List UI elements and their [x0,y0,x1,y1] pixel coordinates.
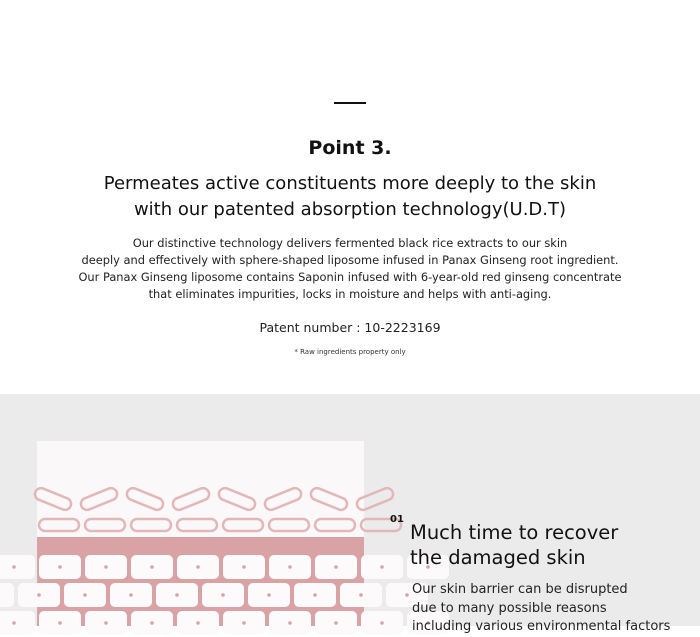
skin-layer-diagram [37,441,364,626]
description-line: Our distinctive technology delivers fermented black rice extracts to our skin [132,236,568,250]
point-headline [0,171,700,223]
divider-rule [334,102,366,104]
headline-line: with our patented absorption technology(U.D.T) [133,199,567,220]
skin-cell [0,583,14,607]
cell-nucleus [242,565,246,569]
feature-title-line: Much time to recover [410,521,619,544]
footnote: * Raw ingredients property only [294,348,406,356]
point-description [0,235,700,303]
cell-nucleus [380,565,384,569]
cell-nucleus [104,621,108,625]
cell-nucleus [12,621,16,625]
feature-description-line: Our skin barrier can be disrupted [412,582,628,597]
cell-nucleus [359,593,363,597]
cell-nucleus [196,565,200,569]
cell-nucleus [83,593,87,597]
cell-nucleus [58,621,62,625]
lipid-capsule [85,519,125,531]
membrane-band [37,537,364,551]
feature-title [410,520,618,570]
lipid-capsule [309,486,349,511]
skin-cell [0,611,35,635]
lipid-capsule [263,486,303,511]
lipid-capsule [177,519,217,531]
cell-nucleus [104,565,108,569]
cell-nucleus [288,565,292,569]
lipid-capsule [33,486,73,511]
cell-nucleus [334,621,338,625]
cell-nucleus [380,621,384,625]
cell-nucleus [37,593,41,597]
lipid-capsule [39,519,79,531]
lipid-capsule [131,519,171,531]
skin-barrier-illustration [37,441,364,626]
feature-number: 01 [390,514,404,525]
cell-nucleus [12,565,16,569]
cell-nucleus [242,621,246,625]
headline-line: Permeates active constituents more deeply to the skin [103,173,597,194]
cell-nucleus [267,593,271,597]
feature-description-line: due to many possible reasons [412,600,607,616]
description-line: deeply and effectively with sphere-shaped liposome infused in Panax Ginseng root ingredient. [81,253,619,267]
cell-nucleus [150,565,154,569]
lipid-capsule [269,519,309,531]
cell-nucleus [129,593,133,597]
lipid-capsule [125,486,165,511]
patent-number: Patent number : 10-2223169 [259,320,441,335]
point-label: Point 3. [308,137,392,159]
cell-nucleus [334,565,338,569]
feature-title-line: the damaged skin [410,546,586,569]
description-line: that eliminates impurities, locks in moisture and helps with anti-aging. [148,287,552,301]
cell-nucleus [313,593,317,597]
cell-nucleus [288,621,292,625]
feature-section [0,394,700,634]
cell-nucleus [196,621,200,625]
cell-nucleus [150,621,154,625]
lipid-capsule [217,486,257,511]
description-line: Our Panax Ginseng liposome contains Saponin infused with 6-year-old red ginseng concentrate [78,270,622,284]
cell-nucleus [58,565,62,569]
skin-cell [0,555,35,579]
lipid-capsule [171,486,211,511]
cell-nucleus [405,593,409,597]
lipid-capsule [355,486,395,511]
cell-nucleus [221,593,225,597]
feature-description-line: including various environmental factors [412,619,671,634]
lipid-capsule [315,519,355,531]
feature-description [412,581,670,637]
cell-nucleus [175,593,179,597]
lipid-capsule [223,519,263,531]
lipid-capsule [79,486,119,511]
